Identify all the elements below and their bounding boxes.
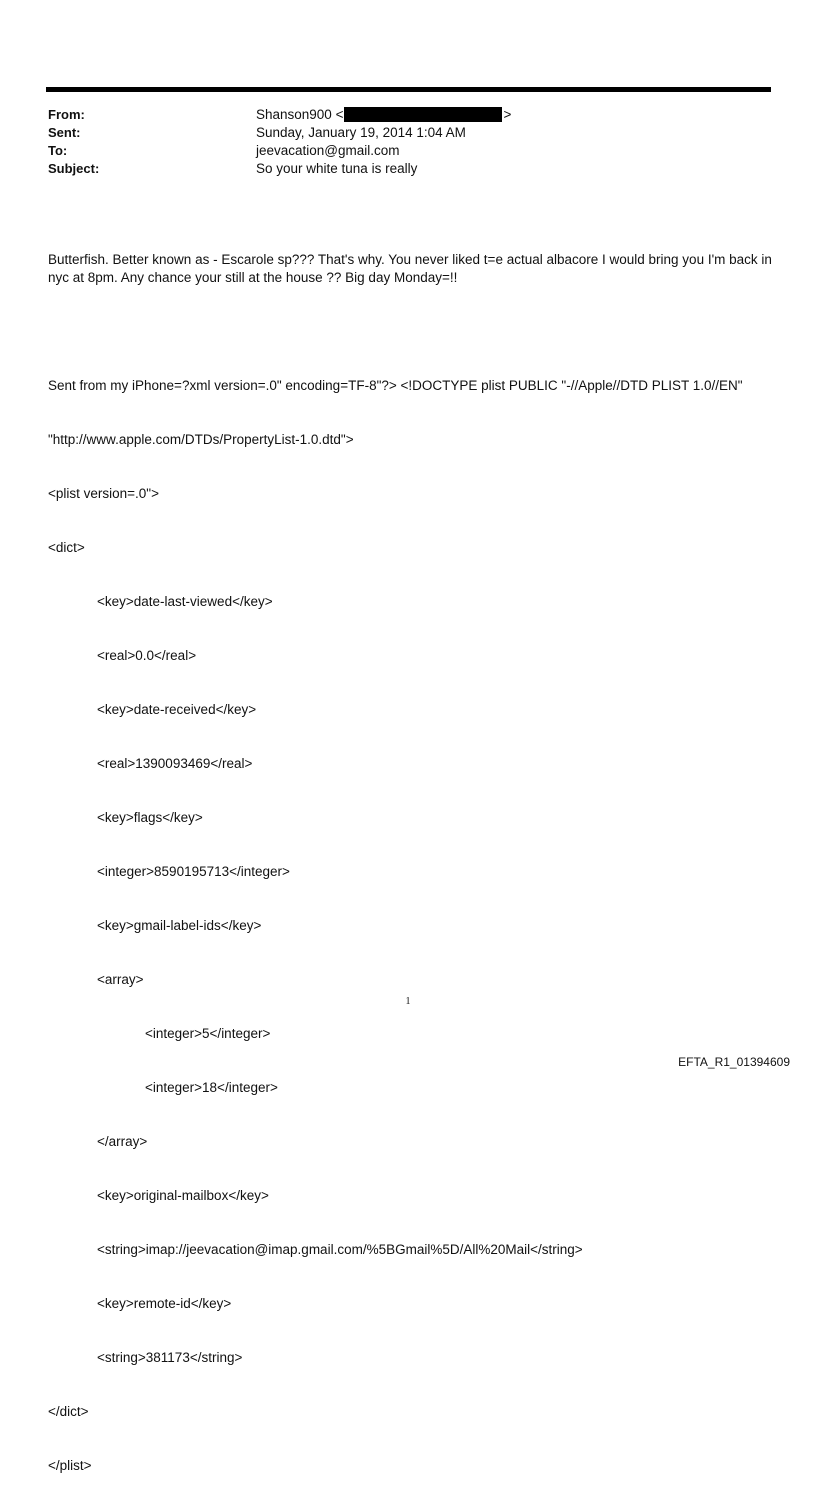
to-label: To: (48, 143, 68, 158)
plist-line: <key>original-mailbox</key> (97, 1188, 269, 1203)
document-id: EFTA_R1_01394609 (678, 1055, 790, 1069)
plist-line: <key>date-received</key> (97, 702, 257, 717)
plist-line: <key>date-last-viewed</key> (97, 594, 273, 609)
sent-label: Sent: (48, 125, 81, 140)
from-name: Shanson900 < (256, 107, 344, 122)
page-number: 1 (405, 996, 411, 1007)
plist-line: <key>flags</key> (97, 810, 203, 825)
plist-line: <real>0.0</real> (97, 648, 197, 663)
paragraph-gap (48, 323, 783, 341)
message-paragraph: Butterfish. Better known as - Escarole sp??? That's why. You never liked t=e actual albacore I would bring you I'm back in nyc at 8pm. Any chance your still at the house ?? Big day Monday=!! (48, 252, 772, 285)
subject-label: Subject: (48, 161, 100, 176)
from-tail: > (503, 107, 512, 122)
header-divider (46, 87, 771, 92)
sent-value: Sunday, January 19, 2014 1:04 AM (256, 125, 466, 140)
plist-line: </array> (97, 1134, 148, 1149)
plist-line: </plist> (48, 1458, 92, 1473)
plist-line: <integer>18</integer> (145, 1080, 278, 1095)
plist-line: <plist version=.0"> (48, 486, 159, 501)
subject-value: So your white tuna is really (256, 161, 418, 176)
sent-from-line: Sent from my iPhone=?xml version=.0" encoding=TF-8"?> <!DOCTYPE plist PUBLIC "-//Apple//DTD PLIST 1.0//EN" (48, 378, 743, 393)
redaction-block (344, 107, 502, 122)
to-value: jeevacation@gmail.com (256, 143, 400, 158)
plist-line: <integer>8590195713</integer> (97, 864, 290, 879)
plist-line: <string>381173</string> (97, 1350, 243, 1365)
from-label: From: (48, 107, 85, 122)
dtd-url-line: "http://www.apple.com/DTDs/PropertyList-1.0.dtd"> (48, 432, 354, 447)
plist-line: <dict> (48, 540, 85, 555)
plist-line: </dict> (48, 1404, 89, 1419)
from-value (256, 106, 511, 124)
plist-line: <string>imap://jeevacation@imap.gmail.com/%5BGmail%5D/All%20Mail</string> (97, 1242, 583, 1257)
plist-line: <real>1390093469</real> (97, 756, 253, 771)
plist-line: <key>remote-id</key> (97, 1296, 232, 1311)
plist-line: <integer>5</integer> (145, 1026, 271, 1041)
plist-line: <array> (97, 972, 144, 987)
plist-line: <key>gmail-label-ids</key> (97, 918, 262, 933)
message-body (48, 215, 783, 1493)
